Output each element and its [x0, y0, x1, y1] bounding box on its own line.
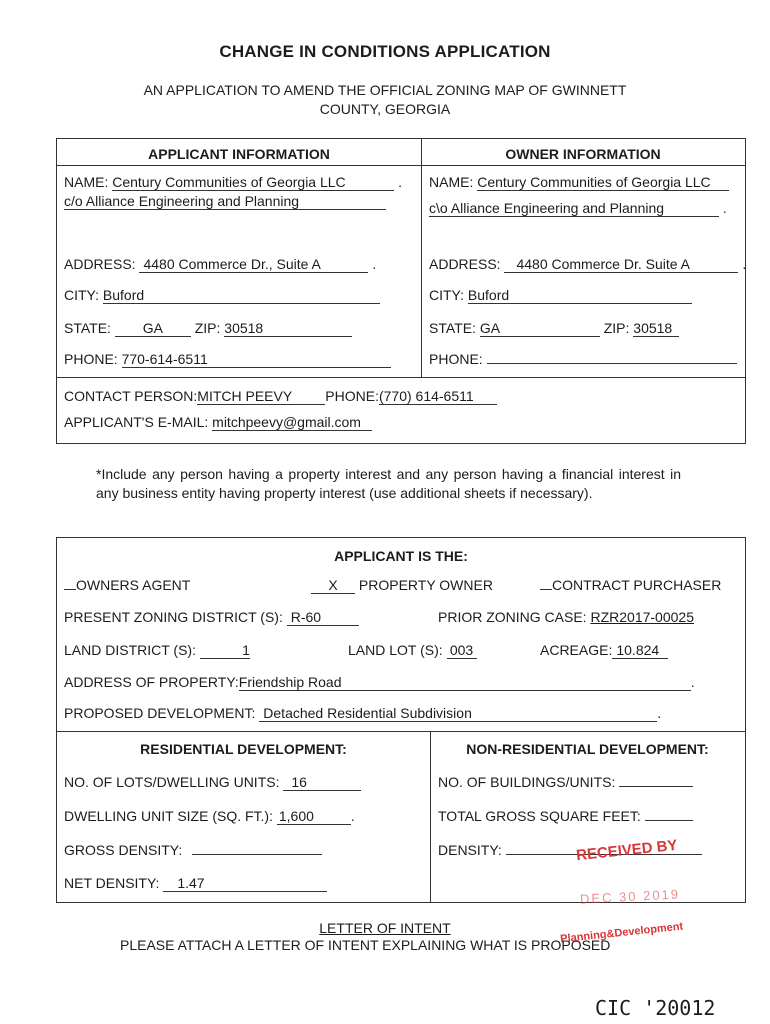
net-density-label: NET DENSITY:: [64, 875, 160, 891]
property-address-label: ADDRESS OF PROPERTY:: [64, 674, 239, 690]
lots-field[interactable]: [283, 774, 361, 791]
applicant-address-field[interactable]: [139, 256, 368, 273]
applicant-name-label: NAME:: [64, 174, 109, 190]
applicant-name-field[interactable]: [112, 174, 394, 191]
nonres-density-label: DENSITY:: [438, 842, 502, 858]
land-district-row: [64, 642, 250, 659]
gross-sqft-field[interactable]: [645, 820, 693, 821]
owner-city-value: Buford: [467, 287, 510, 303]
applicant-city-field[interactable]: [103, 287, 380, 304]
property-owner-option[interactable]: [311, 577, 493, 594]
net-density-row: [64, 875, 327, 892]
owner-info-header: OWNER INFORMATION: [505, 146, 661, 162]
lots-row: [64, 774, 361, 791]
present-zoning-field[interactable]: [287, 609, 359, 626]
applicant-zip-field[interactable]: [224, 320, 352, 337]
land-lot-label: LAND LOT (S):: [348, 642, 443, 658]
net-density-value: 1.47: [177, 875, 205, 891]
applicant-info-header: APPLICANT INFORMATION: [148, 146, 330, 162]
applicant-phone-field[interactable]: [122, 351, 391, 368]
applicant-state-value: GA: [142, 320, 163, 336]
unit-size-row: DWELLING UNIT SIZE (SQ. FT.): 1,600 .: [64, 808, 355, 824]
gross-density-label: GROSS DENSITY:: [64, 842, 183, 858]
owner-address-row: ADDRESS: 4480 Commerce Dr. Suite A .: [429, 256, 747, 272]
contact-person-field[interactable]: [197, 388, 325, 405]
nonresidential-header: NON-RESIDENTIAL DEVELOPMENT:: [466, 741, 709, 757]
owner-zip-field[interactable]: [633, 320, 679, 337]
property-owner-label: PROPERTY OWNER: [358, 577, 493, 593]
owner-address-field[interactable]: [504, 256, 738, 273]
received-stamp-date: DEC 30 2019: [579, 886, 681, 907]
document-subtitle-line1: AN APPLICATION TO AMEND THE OFFICIAL ZONING MAP OF GWINNETT: [143, 82, 627, 98]
land-lot-field[interactable]: [447, 642, 477, 659]
present-zoning-row: [64, 609, 359, 626]
owner-state-row: [429, 320, 679, 337]
applicant-email-value: mitchpeevy@gmail.com: [212, 414, 361, 430]
letter-of-intent-text: PLEASE ATTACH A LETTER OF INTENT EXPLAINING WHAT IS PROPOSED: [120, 937, 611, 953]
applicant-phone-label: PHONE:: [64, 351, 118, 367]
owner-zip-label: ZIP:: [603, 320, 630, 336]
property-owner-checkbox[interactable]: [311, 577, 355, 594]
owner-address-label: ADDRESS:: [429, 256, 501, 272]
owners-agent-checkbox[interactable]: [64, 589, 76, 590]
residential-header: RESIDENTIAL DEVELOPMENT:: [140, 741, 347, 757]
development-column-divider: [430, 732, 431, 902]
owner-name-field[interactable]: [477, 174, 729, 191]
owner-city-label: CITY:: [429, 287, 465, 303]
applicant-city-row: [64, 287, 380, 304]
applicant-address-value: 4480 Commerce Dr., Suite A: [143, 256, 321, 272]
property-address-value: Friendship Road: [238, 674, 342, 690]
contact-person-row: [64, 388, 497, 405]
buildings-label: NO. OF BUILDINGS/UNITS:: [438, 774, 616, 790]
development-divider: [57, 731, 745, 732]
applicant-name-row: NAME: Century Communities of Georgia LLC .: [64, 174, 403, 190]
contact-phone-label: PHONE:: [325, 388, 379, 404]
contract-purchaser-checkbox[interactable]: [540, 589, 552, 590]
owner-name-row2: c\o Alliance Engineering and Planning .: [429, 200, 727, 216]
gross-sqft-label: TOTAL GROSS SQUARE FEET:: [438, 808, 641, 824]
owner-name-value: Century Communities of Georgia LLC: [477, 174, 711, 190]
land-district-value: 1: [242, 642, 250, 658]
owner-name2-field[interactable]: [429, 200, 719, 217]
owner-state-label: STATE:: [429, 320, 476, 336]
prior-case-label: PRIOR ZONING CASE:: [438, 609, 587, 625]
acreage-label: ACREAGE:: [540, 642, 613, 658]
applicant-zip-value: 30518: [224, 320, 264, 336]
land-district-label: LAND DISTRICT (S):: [64, 642, 196, 658]
applicant-email-row: [64, 414, 372, 431]
owner-zip-value: 30518: [633, 320, 673, 336]
case-number: CIC '20012: [595, 996, 716, 1020]
header-divider: [57, 165, 745, 166]
buildings-field[interactable]: [619, 786, 693, 787]
contact-divider: [57, 377, 745, 378]
owner-name-row: [429, 174, 729, 191]
applicant-email-field[interactable]: [212, 414, 372, 431]
applicant-name2-value: c/o Alliance Engineering and Planning: [64, 193, 300, 209]
contract-purchaser-label: CONTRACT PURCHASER: [552, 577, 722, 593]
interest-note: *Include any person having a property interest and any person having a financial interest in any business entity having property interest (use additional sheets if necessary).: [96, 466, 681, 501]
applicant-phone-row: [64, 351, 391, 368]
applicant-address-label: ADDRESS:: [64, 256, 136, 272]
owner-phone-field[interactable]: [487, 363, 737, 364]
gross-density-row: [64, 842, 322, 858]
applicant-email-label: APPLICANT'S E-MAIL:: [64, 414, 209, 430]
applicant-state-label: STATE:: [64, 320, 111, 336]
applicant-state-row: [64, 320, 352, 337]
document-subtitle-line2: COUNTY, GEORGIA: [319, 101, 451, 117]
acreage-field[interactable]: [612, 642, 668, 659]
gross-density-field[interactable]: [192, 854, 322, 855]
unit-size-value: 1,600: [278, 808, 314, 824]
applicant-name2-field[interactable]: [64, 193, 386, 210]
owner-address-value: 4480 Commerce Dr. Suite A: [516, 256, 690, 272]
lots-label: NO. OF LOTS/DWELLING UNITS:: [64, 774, 280, 790]
contact-phone-value: (770) 614-6511: [378, 388, 474, 404]
acreage-row: [540, 642, 668, 659]
applicant-is-header: APPLICANT IS THE:: [334, 548, 468, 564]
contract-purchaser-option[interactable]: [540, 577, 721, 593]
unit-size-field[interactable]: [277, 808, 351, 825]
buildings-row: [438, 774, 693, 790]
unit-size-label: DWELLING UNIT SIZE (SQ. FT.):: [64, 808, 273, 824]
owners-agent-label: OWNERS AGENT: [76, 577, 191, 593]
proposed-development-field[interactable]: [259, 705, 657, 722]
column-divider: [421, 139, 422, 378]
lots-value: 16: [291, 774, 307, 790]
applicant-city-value: Buford: [102, 287, 145, 303]
acreage-value: 10.824: [616, 642, 660, 658]
owner-state-field[interactable]: [480, 320, 600, 337]
present-zoning-value: R-60: [290, 609, 322, 625]
applicant-name-value: Century Communities of Georgia LLC: [112, 174, 346, 190]
contact-phone-field[interactable]: [379, 388, 497, 405]
applicant-city-label: CITY:: [64, 287, 100, 303]
received-stamp-department: Planning&Development: [559, 920, 684, 946]
applicant-state-field[interactable]: [115, 320, 191, 337]
owner-name2-value: c\o Alliance Engineering and Planning: [429, 200, 665, 216]
letter-of-intent-title: LETTER OF INTENT: [319, 920, 451, 936]
land-lot-value: 003: [449, 642, 474, 658]
applicant-name-row2: [64, 193, 386, 210]
owners-agent-option[interactable]: [64, 577, 190, 593]
property-address-field[interactable]: [239, 674, 691, 691]
applicant-phone-value: 770-614-6511: [121, 351, 208, 367]
applicant-zip-label: ZIP:: [194, 320, 221, 336]
applicant-address-row: ADDRESS: 4480 Commerce Dr., Suite A .: [64, 256, 377, 272]
owner-phone-label: PHONE:: [429, 351, 483, 367]
net-density-field[interactable]: [163, 875, 327, 892]
prior-case-row: [438, 609, 694, 625]
document-title: CHANGE IN CONDITIONS APPLICATION: [219, 42, 551, 61]
present-zoning-label: PRESENT ZONING DISTRICT (S):: [64, 609, 283, 625]
proposed-development-row: PROPOSED DEVELOPMENT: Detached Residential Subdivision .: [64, 705, 662, 721]
owner-name-label: NAME:: [429, 174, 474, 190]
gross-sqft-row: [438, 808, 693, 824]
owner-city-field[interactable]: [468, 287, 692, 304]
property-owner-mark: X: [328, 577, 338, 593]
contact-person-value: MITCH PEEVY: [197, 388, 293, 404]
received-stamp: RECEIVED BY: [575, 836, 679, 865]
property-address-row: ADDRESS OF PROPERTY:Friendship Road .: [64, 674, 695, 690]
proposed-development-label: PROPOSED DEVELOPMENT:: [64, 705, 256, 721]
owner-phone-row: [429, 351, 737, 367]
prior-case-value[interactable]: RZR2017-00025: [590, 609, 694, 625]
proposed-development-value: Detached Residential Subdivision: [263, 705, 472, 721]
owner-state-value: GA: [479, 320, 501, 336]
contact-person-label: CONTACT PERSON:: [64, 388, 198, 404]
land-district-field[interactable]: [200, 642, 250, 659]
owner-city-row: [429, 287, 692, 304]
land-lot-row: [348, 642, 477, 659]
